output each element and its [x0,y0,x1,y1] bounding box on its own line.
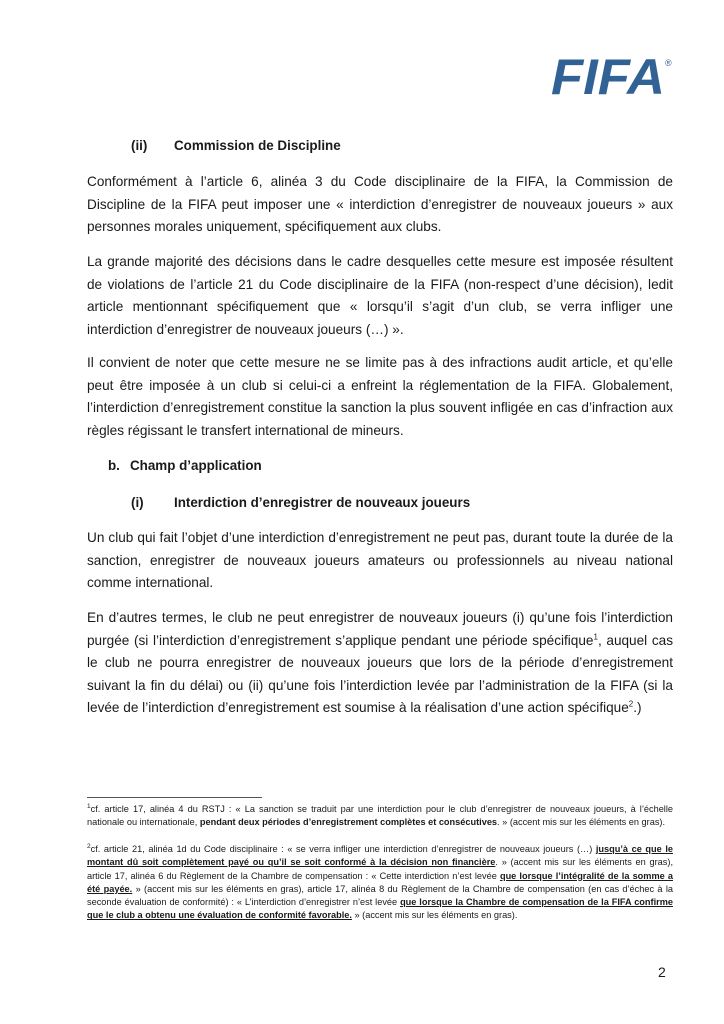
footnote-1 [87,803,673,830]
fifa-logo [551,54,673,96]
section-number: b. [108,458,120,473]
footnote-ref-2[interactable]: 2 [628,699,634,709]
fifa-logo-text: FIFA [551,54,665,96]
paragraph-5-text: , auquel cas le club ne pourra enregistrer de nouveaux joueurs que lors de la période d’enregistrement suivant la fin du délai) ou (ii) qu’une fois l’interdiction levée par l’administration de la FIFA (si la levée de l’interdiction d’enregistrement est soumise à la réalisation d’une action spécifique [87,632,674,715]
section-heading-ii [131,137,341,155]
footnote-emphasis: jusqu’à ce que le montant dû soit complètement payé ou qu’il se soit conformé à la décision non financière [87,844,673,868]
fifa-logo-mark [551,54,673,96]
paragraph-3: Il convient de noter que cette mesure ne se limite pas à des infractions audit article, et qu’elle peut être imposée à un club si celui-ci a enfreint la réglementation de la FIFA. Globalement, l’interdiction d’enregistrement constitue la sanction la plus souvent infligée en cas d’infraction aux règles régissant le transfert international de mineurs. [87,355,673,438]
footnote-ref-1[interactable]: 1 [593,631,598,641]
footnote-text: . » (accent mis sur les éléments en gras), article 17, alinéa 6 du Règlement de la Chambre de compensation : « Cette interdiction n’est levée [87,857,673,881]
footnote-number: 1 [87,802,91,810]
section-number: (i) [131,495,144,510]
section-title: Interdiction d’enregistrer de nouveaux joueurs [174,495,471,510]
section-title: Champ d’application [130,458,262,473]
page-number: 2 [658,964,666,980]
section-heading-b [108,457,262,475]
paragraph-5 [87,607,673,720]
paragraph-4: Un club qui fait l’objet d’une interdiction d’enregistrement ne peut pas, durant toute la durée de la sanction, enregistrer de nouveaux joueurs amateurs ou professionnels au niveau national comme international. [87,530,673,590]
footnote-text: cf. article 17, alinéa 4 du RSTJ : « La sanction se traduit par une interdiction pour le club d’enregistrer de nouveaux joueurs, à l’échelle nationale ou internationale, [87,804,673,828]
footnote-emphasis: que lorsque l’intégralité de la somme a été payée. [87,870,673,894]
footnote-emphasis: pendant deux périodes d’enregistrement complètes et consécutives [199,817,498,828]
footnote-text: » (accent mis sur les éléments en gras). [351,910,518,921]
footnote-divider [87,797,262,798]
footnote-2 [87,843,673,923]
footnote-text: . » (accent mis sur les éléments en gras). [497,817,666,828]
section-title: Commission de Discipline [174,138,341,153]
paragraph-1: Conformément à l’article 6, alinéa 3 du Code disciplinaire de la FIFA, la Commission de Discipline de la FIFA peut imposer une « interdiction d’enregistrer de nouveaux joueurs » aux personnes morales uniquement, spécifiquement aux clubs. [87,174,673,234]
paragraph-5-text: En d’autres termes, le club ne peut enregistrer de nouveaux joueurs (i) qu’une fois l’interdiction purgée (si l’interdiction d’enregistrement s’applique pendant une période spécifique [87,610,673,648]
section-number: (ii) [131,138,148,153]
footnote-text: cf. article 21, alinéa 1d du Code disciplinaire : « se verra infliger une interdiction d’enregistrer de nouveaux joueurs (…) [90,844,596,854]
footnote-number: 2 [87,842,91,850]
footnote-emphasis: que lorsque la Chambre de compensation de la FIFA confirme que le club a obtenu une évaluation de conformité favorable. [87,897,673,921]
footnote-text: » (accent mis sur les éléments en gras), article 17, alinéa 8 du Règlement de la Chambre de compensation (en cas d’échec à la seconde évaluation de conformité) : « L’interdiction d’enregistrer n’est levée [87,883,674,908]
registered-mark: ® [665,58,672,68]
paragraph-2: La grande majorité des décisions dans le cadre desquelles cette mesure est imposée résultent de violations de l’article 21 du Code disciplinaire de la FIFA (non-respect d’une décision), ledit article mentionnant spécifiquement que « lorsqu’il s’agit d’un club, se verra infliger une interdiction d’enregistrer de nouveaux joueurs (…) ». [87,254,673,337]
paragraph-5-text: .) [633,700,642,715]
section-heading-i [131,494,471,512]
